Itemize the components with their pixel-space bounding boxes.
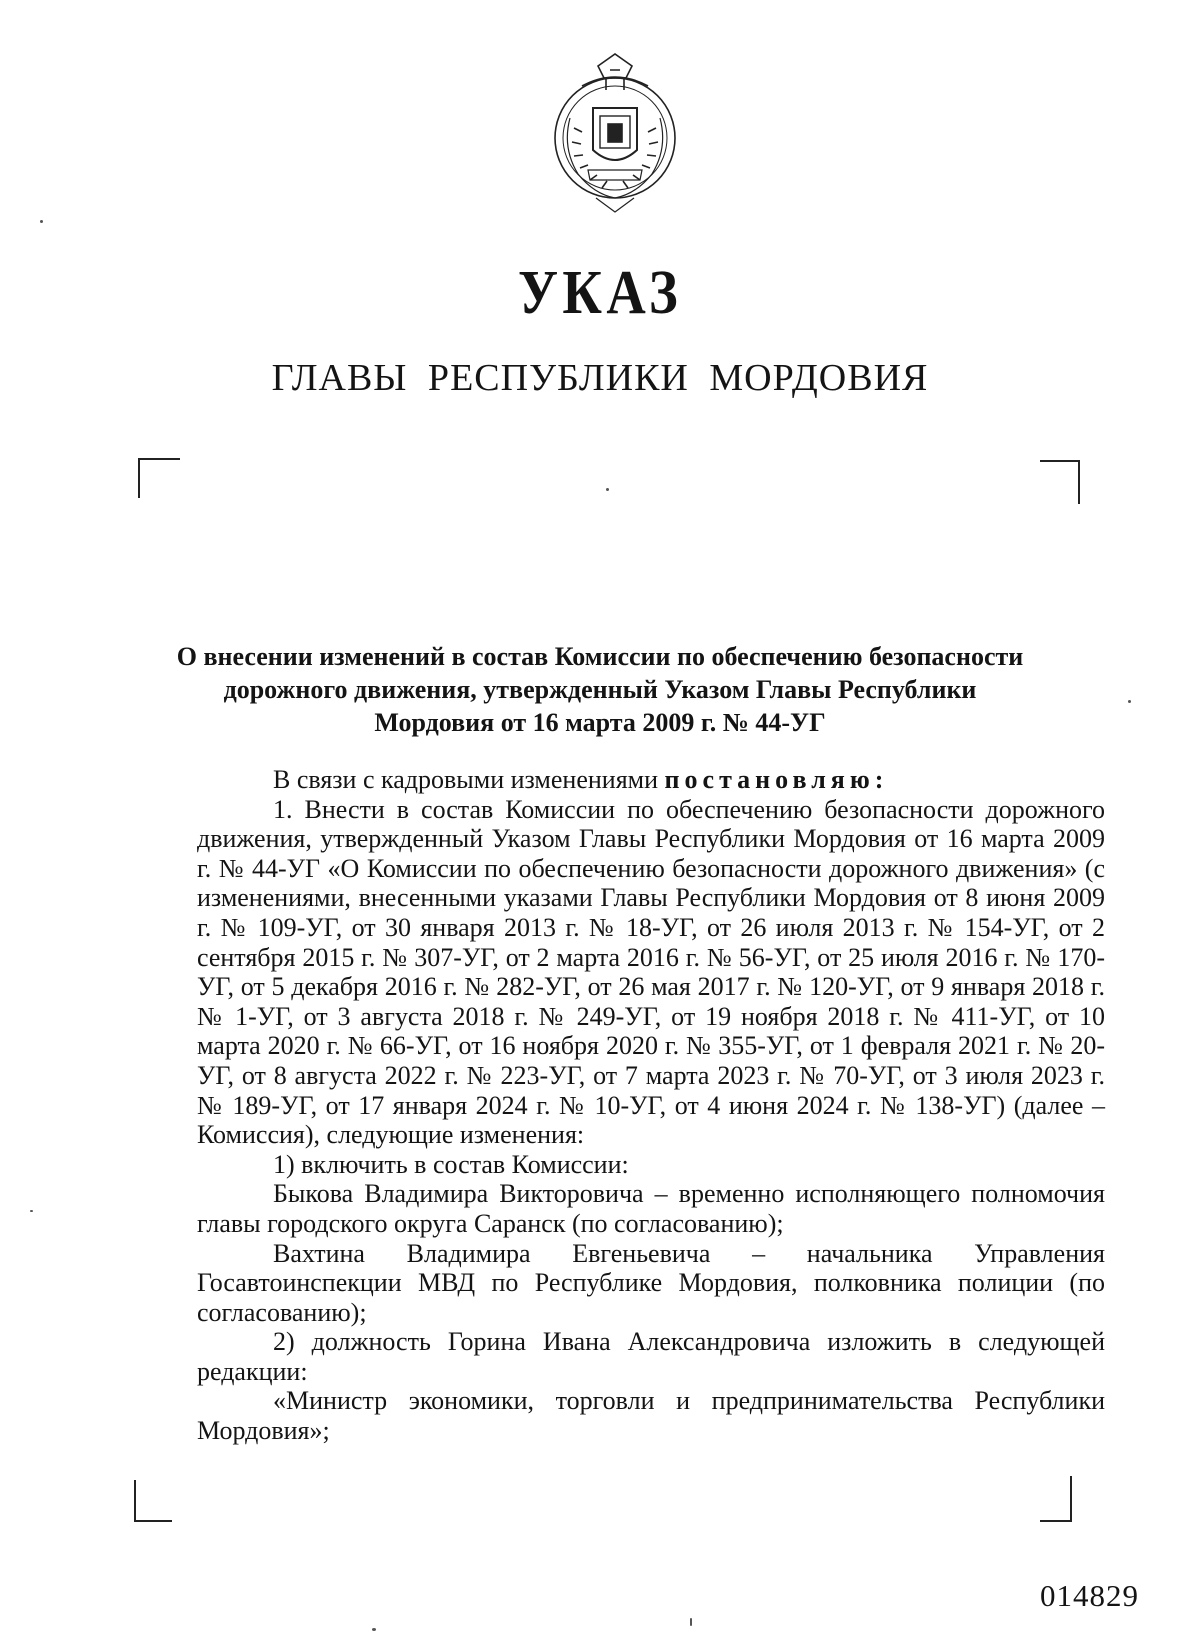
- decree-title: УКАЗ: [517, 259, 683, 327]
- decree-heading: [150, 640, 1050, 739]
- coat-of-arms-emblem: [548, 48, 682, 214]
- scan-speck: [606, 488, 609, 491]
- member-bykov: Быкова Владимира Викторовича – временно исполняющего полномочия главы городского округа Саранск (по согласованию);: [197, 1179, 1105, 1238]
- corner-mark-bottom-right: [1040, 1476, 1072, 1522]
- heading-line: О внесении изменений в состав Комиссии по обеспечению безопасности: [176, 642, 1024, 671]
- corner-mark-bottom-left: [134, 1480, 172, 1522]
- decree-body: [197, 765, 1105, 1446]
- item-1: 1) включить в состав Комиссии:: [273, 1149, 629, 1179]
- corner-mark-top-right: [1040, 460, 1080, 504]
- scan-speck: [40, 220, 43, 223]
- quoted-position: «Министр экономики, торговли и предпринимательства Республики Мордовия»;: [197, 1386, 1105, 1446]
- scan-speck: [372, 1628, 376, 1631]
- scan-speck: [690, 1618, 692, 1626]
- decree-keyword: постановляю:: [664, 765, 889, 794]
- scan-speck: [1128, 700, 1131, 703]
- heading-line: Мордовия от 16 марта 2009 г. № 44-УГ: [374, 708, 826, 737]
- decree-subtitle: ГЛАВЫ РЕСПУБЛИКИ МОРДОВИЯ: [271, 357, 929, 399]
- document-number: 014829: [1040, 1578, 1139, 1613]
- preamble-paragraph: [197, 765, 1105, 795]
- item-2: 2) должность Горина Ивана Александровича изложить в следующей редакции:: [197, 1327, 1105, 1386]
- paragraph-1: 1. Внести в состав Комиссии по обеспечению безопасности дорожного движения, утвержденный Указом Главы Республики Мордовия от 16 марта 2009 г. № 44-УГ «О Комиссии по обеспечению безопасности дорожного движения» (с изменениями, внесенными указами Главы Республики Мордовия от 8 июня 2009 г. № 109-УГ, от 30 января 2013 г. № 18-УГ, от 26 июля 2013 г. № 154-УГ, от 2 сентября 2015 г. № 307-УГ, от 2 марта 2016 г. № 56-УГ, от 25 июля 2016 г. № 170-УГ, от 5 декабря 2016 г. № 282-УГ, от 26 мая 2017 г. № 120-УГ, от 9 января 2018 г. № 1-УГ, от 3 августа 2018 г. № 249-УГ, от 19 ноября 2018 г. № 411-УГ, от 10 марта 2020 г. № 66-УГ, от 16 ноября 2020 г. № 355-УГ, от 1 февраля 2021 г. № 20-УГ, от 8 августа 2022 г. № 223-УГ, от 7 марта 2023 г. № 70-УГ, от 3 июля 2023 г. № 189-УГ, от 17 января 2024 г. № 10-УГ, от 4 июня 2024 г. № 138-УГ) (далее – Комиссия), следующие изменения:: [197, 794, 1105, 1150]
- corner-mark-top-left: [138, 458, 180, 498]
- heading-line: дорожного движения, утвержденный Указом Главы Республики: [223, 675, 977, 704]
- preamble-text: В связи с кадровыми изменениями: [273, 765, 659, 794]
- member-vakhtin: Вахтина Владимира Евгеньевича – начальника Управления Госавтоинспекции МВД по Республике Мордовия, полковника полиции (по согласованию);: [197, 1238, 1105, 1327]
- scan-speck: [30, 1210, 33, 1212]
